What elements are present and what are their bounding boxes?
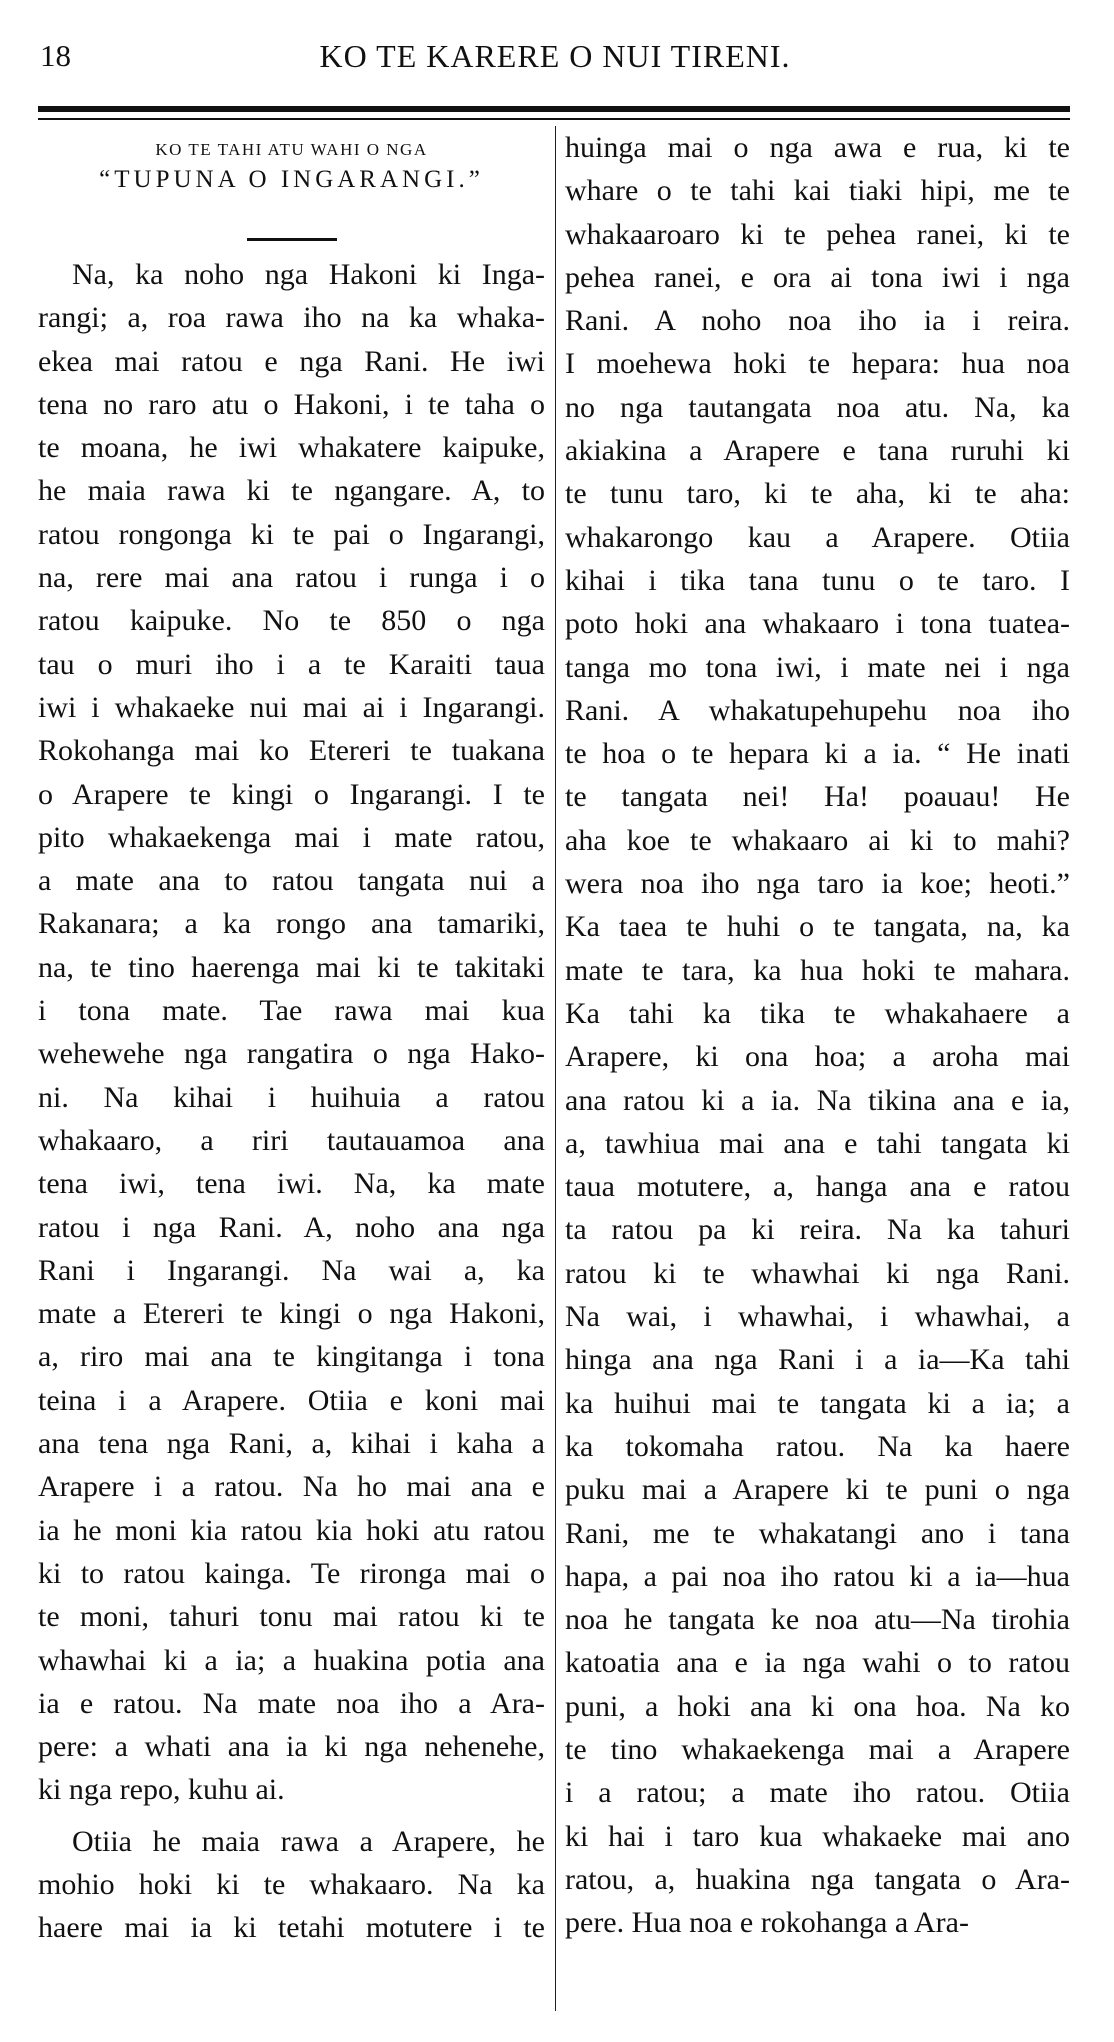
- text-line: kihai i tika tana tunu o te taro. I: [565, 563, 1070, 597]
- text-line: Na, ka noho nga Hakoni ki Inga-: [72, 258, 545, 291]
- text-line: akiakina a Arapere e tana ruruhi ki: [565, 434, 1070, 468]
- text-line: tena iwi, tena iwi. Na, ka mate: [38, 1167, 545, 1201]
- text-line: noa he tangata ke noa atu—Na tirohia: [565, 1603, 1070, 1637]
- text-line: katoatia ana e ia nga wahi o to ratou: [565, 1646, 1070, 1680]
- text-line: mohio hoki ki te whakaaro. Na ka: [38, 1867, 545, 1901]
- text-line: o Arapere te kingi o Ingarangi. I te: [38, 777, 545, 811]
- text-line: Ka tahi ka tika te whakahaere a: [565, 996, 1070, 1030]
- paragraph-gap: [38, 1812, 545, 1820]
- text-line: pito whakaekenga mai i mate ratou,: [38, 820, 545, 854]
- left-column-text: [38, 253, 545, 1950]
- text-line: na, te tino haerenga mai ki te takitaki: [38, 950, 545, 984]
- right-column-text: [565, 126, 1070, 1944]
- text-line: ta ratou pa ki reira. Na ka tahuri: [565, 1213, 1070, 1247]
- text-line: pere: a whati ana ia ki nga nehenehe,: [38, 1730, 545, 1764]
- text-line: mate a Etereri te kingi o nga Hakoni,: [38, 1297, 545, 1331]
- text-line: Arapere i a ratou. Na ho mai ana e: [38, 1470, 545, 1504]
- text-line: ekea mai ratou e nga Rani. He iwi: [38, 344, 545, 378]
- text-line: iwi i whakaeke nui mai ai i Ingarangi.: [38, 690, 545, 724]
- text-line: ki to ratou kainga. Te rironga mai o: [38, 1556, 545, 1590]
- text-line: Arapere, ki ona hoa; a aroha mai: [565, 1040, 1070, 1074]
- text-line: pehea ranei, e ora ai tona iwi i nga: [565, 260, 1070, 294]
- text-line: puku mai a Arapere ki te puni o nga: [565, 1473, 1070, 1507]
- text-line: ana tena nga Rani, a, kihai i kaha a: [38, 1427, 545, 1461]
- right-column: [565, 126, 1070, 1944]
- text-line: te tangata nei! Ha! poauau! He: [565, 780, 1070, 814]
- text-line: Rani i Ingarangi. Na wai a, ka: [38, 1253, 545, 1287]
- left-column: [38, 126, 545, 1950]
- header-rule-thick: [38, 106, 1070, 112]
- column-divider: [555, 126, 556, 2011]
- text-line: i tona mate. Tae rawa mai kua: [38, 994, 545, 1028]
- text-line: whakaaro, a riri tautauamoa ana: [38, 1123, 545, 1157]
- text-line: no nga tautangata noa atu. Na, ka: [565, 390, 1070, 424]
- text-line: haere mai ia ki tetahi motutere i te: [38, 1911, 545, 1945]
- text-line: teina i a Arapere. Otiia e koni mai: [38, 1383, 545, 1417]
- text-line: ia he moni kia ratou kia hoki atu ratou: [38, 1513, 545, 1547]
- text-line: Rakanara; a ka rongo ana tamariki,: [38, 907, 545, 941]
- text-line: ia e ratou. Na mate noa iho a Ara-: [38, 1686, 545, 1720]
- text-line: ana ratou ki a ia. Na tikina ana e ia,: [565, 1083, 1070, 1117]
- text-line: ratou ki te whawhai ki nga Rani.: [565, 1256, 1070, 1290]
- text-line: tanga mo tona iwi, i mate nei i nga: [565, 650, 1070, 684]
- text-line: wehewehe nga rangatira o nga Hako-: [38, 1037, 545, 1071]
- article-subheading: KO TE TAHI ATU WAHI O NGA: [155, 140, 428, 159]
- text-line: whakarongo kau a Arapere. Otiia: [565, 520, 1070, 554]
- text-line: I moehewa hoki te hepara: hua noa: [565, 347, 1070, 381]
- text-line: whare o te tahi kai tiaki hipi, me te: [565, 174, 1070, 208]
- text-line: hapa, a pai noa iho ratou ki a ia—hua: [565, 1559, 1070, 1593]
- text-line: te moni, tahuri tonu mai ratou ki te: [38, 1600, 545, 1634]
- text-line: Ka taea te huhi o te tangata, na, ka: [565, 910, 1070, 944]
- text-line: he maia rawa ki te ngangare. A, to: [38, 474, 545, 508]
- text-line: tau o muri iho i a te Karaiti taua: [38, 647, 545, 681]
- text-line: Rokohanga mai ko Etereri te tuakana: [38, 734, 545, 768]
- text-line: tena no raro atu o Hakoni, i te taha o: [38, 387, 545, 421]
- text-line: ratou i nga Rani. A, noho ana nga: [38, 1210, 545, 1244]
- text-line: a, tawhiua mai ana e tahi tangata ki: [565, 1126, 1070, 1160]
- text-line: poto hoki ana whakaaro i tona tuatea-: [565, 607, 1070, 641]
- text-line: a, riro mai ana te kingitanga i tona: [38, 1340, 545, 1374]
- text-line: Na wai, i whawhai, i whawhai, a: [565, 1300, 1070, 1334]
- text-line: ratou rongonga ki te pai o Ingarangi,: [38, 517, 545, 551]
- text-line: mate te tara, ka hua hoki te mahara.: [565, 953, 1070, 987]
- text-line: na, rere mai ana ratou i runga i o: [38, 561, 545, 595]
- text-line: a mate ana to ratou tangata nui a: [38, 864, 545, 898]
- text-line: te tunu taro, ki te aha, ki te aha:: [565, 477, 1070, 511]
- text-line: whakaaroaro ki te pehea ranei, ki te: [565, 217, 1070, 251]
- text-line: taua motutere, a, hanga ana e ratou: [565, 1170, 1070, 1204]
- text-line: ratou, a, huakina nga tangata o Ara-: [565, 1862, 1070, 1896]
- text-line: te tino whakaekenga mai a Arapere: [565, 1732, 1070, 1766]
- text-line: ratou kaipuke. No te 850 o nga: [38, 604, 545, 638]
- text-line: ka huihui mai te tangata ki a ia; a: [565, 1386, 1070, 1420]
- text-line: Rani. A noho noa iho ia i reira.: [565, 304, 1070, 338]
- text-line: Rani, me te whakatangi ano i tana: [565, 1516, 1070, 1550]
- heading-rule: [247, 238, 337, 241]
- header-rule-thin: [38, 118, 1070, 120]
- text-line: hinga ana nga Rani i a ia—Ka tahi: [565, 1343, 1070, 1377]
- text-line: wera noa iho nga taro ia koe; heoti.”: [565, 867, 1070, 901]
- text-line: pere. Hua noa e rokohanga a Ara-: [565, 1906, 969, 1940]
- text-line: i a ratou; a mate iho ratou. Otiia: [565, 1776, 1070, 1810]
- text-line: ni. Na kihai i huihuia a ratou: [38, 1080, 545, 1114]
- running-title: KO TE KARERE O NUI TIRENI.: [319, 38, 791, 74]
- article-title: “TUPUNA O INGARANGI.”: [99, 166, 484, 193]
- page-number: 18: [40, 38, 71, 73]
- text-line: whawhai ki a ia; a huakina potia ana: [38, 1643, 545, 1677]
- text-line: Otiia he maia rawa a Arapere, he: [72, 1824, 545, 1858]
- text-line: puni, a hoki ana ki ona hoa. Na ko: [565, 1689, 1070, 1723]
- text-line: te moana, he iwi whakatere kaipuke,: [38, 431, 545, 465]
- text-line: te hoa o te hepara ki a ia. “ He inati: [565, 737, 1070, 771]
- page-header: [40, 38, 1070, 78]
- text-line: ka tokomaha ratou. Na ka haere: [565, 1429, 1070, 1463]
- text-line: ki hai i taro kua whakaeke mai ano: [565, 1819, 1070, 1853]
- text-line: huinga mai o nga awa e rua, ki te: [565, 131, 1070, 164]
- text-line: ki nga repo, kuhu ai.: [38, 1773, 285, 1807]
- text-line: Rani. A whakatupehupehu noa iho: [565, 693, 1070, 727]
- text-line: aha koe te whakaaro ai ki to mahi?: [565, 823, 1070, 857]
- text-line: rangi; a, roa rawa iho na ka whaka-: [38, 301, 545, 335]
